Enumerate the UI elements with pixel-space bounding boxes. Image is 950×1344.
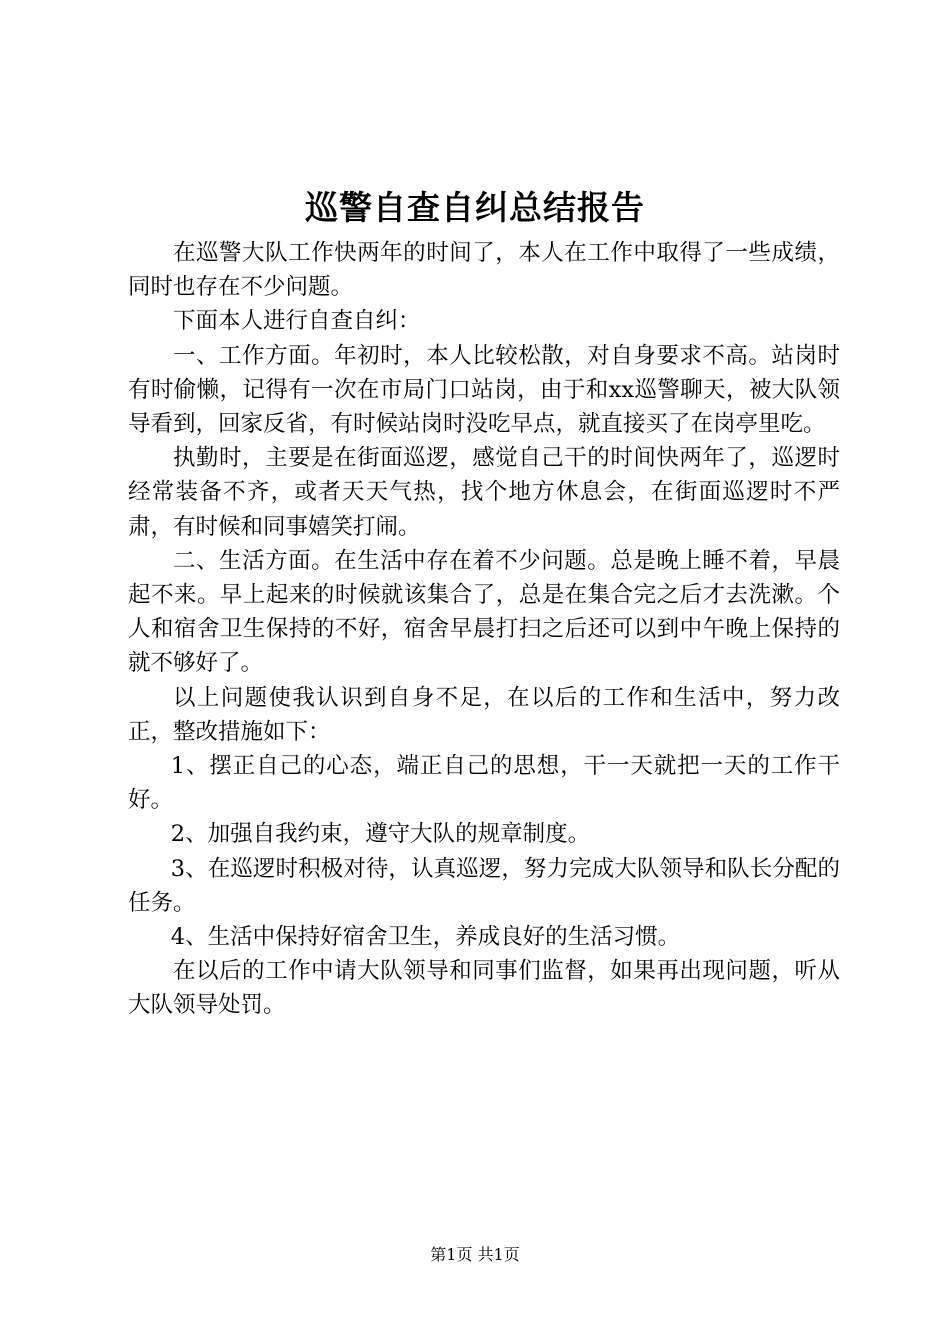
document-body [128, 236, 840, 1023]
paragraph-life-aspect: 二、生活方面。在生活中存在着不少问题。总是晚上睡不着，早晨起不来。早上起来的时候就该集合了，总是在集合完之后才去洗漱。个人和宿舍卫生保持的不好，宿舍早晨打扫之后还可以到中午晚上保持的就不够好了。 [128, 547, 840, 677]
page-number-footer: 第1页 共1页 [430, 1245, 520, 1264]
paragraph-measures-lead: 以上问题使我认识到自身不足，在以后的工作和生活中，努力改正，整改措施如下： [128, 684, 840, 745]
paragraph-closing: 在以后的工作中请大队领导和同事们监督，如果再出现问题，听从大队领导处罚。 [128, 958, 840, 1019]
document-title: 巡警自查自纠总结报告 [305, 188, 645, 227]
measure-item-1: 1、摆正自己的心态，端正自己的思想，干一天就把一天的工作干好。 [128, 753, 840, 814]
measure-item-2: 2、加强自我约束，遵守大队的规章制度。 [170, 821, 591, 848]
measure-item-3: 3、在巡逻时积极对待，认真巡逻，努力完成大队领导和队长分配的任务。 [128, 855, 840, 916]
paragraph-intro: 在巡警大队工作快两年的时间了，本人在工作中取得了一些成绩，同时也存在不少问题。 [128, 240, 840, 301]
paragraph-work-aspect: 一、工作方面。年初时，本人比较松散，对自身要求不高。站岗时有时偷懒，记得有一次在市局门口站岗，由于和xx巡警聊天，被大队领导看到，回家反省，有时候站岗时没吃早点，就直接买了在岗亭里吃。 [128, 342, 840, 438]
measure-item-4: 4、生活中保持好宿舍卫生，养成良好的生活习惯。 [170, 924, 681, 951]
paragraph-duty-patrol: 执勤时，主要是在街面巡逻，感觉自己干的时间快两年了，巡逻时经常装备不齐，或者天天气热，找个地方休息会，在街面巡逻时不严肃，有时候和同事嬉笑打闹。 [128, 445, 840, 540]
paragraph-self-check-lead: 下面本人进行自查自纠： [173, 308, 421, 335]
